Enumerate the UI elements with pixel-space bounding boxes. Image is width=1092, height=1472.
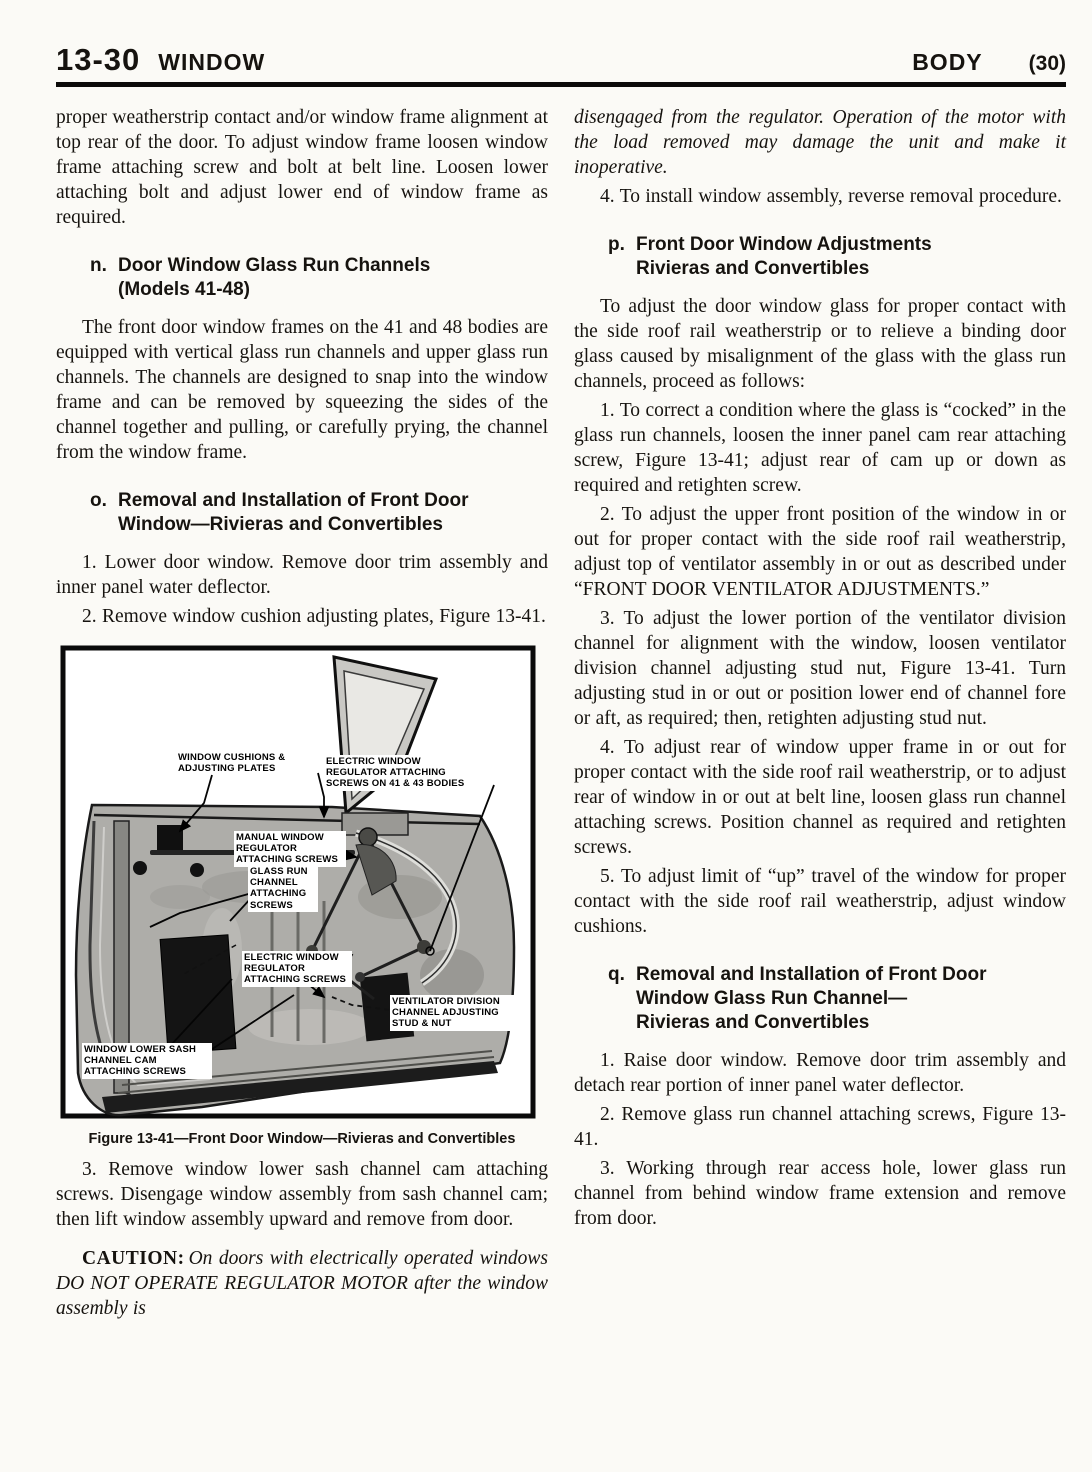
paragraph: The front door window frames on the 41 and 48 bodies are equipped with vertical glass run channels and upper glass run channels. The channels are designed to snap into the window frame and can be removed by squeezing the sides of the channel together and pulling, or carefully prying, the channel from the window frame. xyxy=(56,317,548,463)
figure-label-electric-regulator-41-43: ELECTRIC WINDOW REGULATOR ATTACHING SCREWS ON 41 & 43 BODIES xyxy=(324,755,484,791)
section-letter: p. xyxy=(608,234,625,255)
numbered-step: 4. To adjust rear of window upper frame in or out for proper contact with the side roof rail weatherstrip, or to adjust rear of window in or out at belt line, loosen glass run channel attaching screws. Position channel as required and retighten screws. xyxy=(574,737,1066,858)
caution-label: CAUTION: xyxy=(82,1248,185,1269)
figure-label-manual-regulator: MANUAL WINDOW REGULATOR ATTACHING SCREWS xyxy=(234,831,346,867)
figure-label-lower-sash: WINDOW LOWER SASH CHANNEL CAM ATTACHING SCREWS xyxy=(82,1043,212,1079)
figure-label-ventilator-division: VENTILATOR DIVISION CHANNEL ADJUSTING STUD & NUT xyxy=(390,995,516,1031)
figure-13-41 xyxy=(60,645,536,1119)
header-right xyxy=(912,49,1066,76)
section-heading-n xyxy=(56,254,548,302)
section-title-lines: Removal and Installation of Front Door Window Glass Run Channel— Rivieras and Convertibles xyxy=(636,964,987,1033)
section-title-lines: Front Door Window Adjustments Rivieras and Convertibles xyxy=(636,234,932,279)
numbered-step: 1. Raise door window. Remove door trim assembly and detach rear portion of inner panel water deflector. xyxy=(574,1050,1066,1096)
numbered-step: 3. Remove window lower sash channel cam attaching screws. Disengage window assembly from sash channel cam; then lift window assembly upward and remove from door. xyxy=(56,1159,548,1230)
caution-text: On doors with electrically operated windows DO NOT OPERATE REGULATOR MOTOR after the window assembly is xyxy=(56,1248,548,1319)
section-heading-q xyxy=(574,963,1066,1035)
numbered-step: 2. Remove glass run channel attaching screws, Figure 13-41. xyxy=(574,1104,1066,1150)
paragraph: To adjust the door window glass for proper contact with the side roof rail weatherstrip or to relieve a binding door glass caused by misalignment of the glass with the glass run channels, proceed as follows: xyxy=(574,296,1066,392)
numbered-step: 1. To correct a condition where the glass is “cocked” in the glass run channels, loosen the inner panel cam rear attaching screw, Figure 13-41; adjust rear of cam up or down as required and retighten screw. xyxy=(574,400,1066,496)
section-letter: q. xyxy=(608,964,625,985)
figure-label-electric-regulator: ELECTRIC WINDOW REGULATOR ATTACHING SCREWS xyxy=(242,951,352,987)
numbered-step: 3. Working through rear access hole, lower glass run channel from behind window frame extension and remove from door. xyxy=(574,1158,1066,1229)
section-heading-o xyxy=(56,489,548,537)
numbered-step: 5. To adjust limit of “up” travel of the window for proper contact with the side roof rail weatherstrip, adjust window cushions. xyxy=(574,866,1066,937)
header-rule xyxy=(56,82,1066,87)
figure-caption: Figure 13-41—Front Door Window—Rivieras and Convertibles xyxy=(88,1131,516,1147)
section-title-lines: Removal and Installation of Front Door Window—Rivieras and Convertibles xyxy=(118,490,469,535)
section-heading-p xyxy=(574,233,1066,281)
manual-title: BODY xyxy=(912,49,983,75)
figure-label-window-cushions: WINDOW CUSHIONS & ADJUSTING PLATES xyxy=(178,752,286,775)
numbered-step: 3. To adjust the lower portion of the ventilator division channel for alignment with the window, loosen ventilator division channel adjusting stud nut, Figure 13-41. Turn adjusting stud in or out or position lower end of channel fore or aft, as required; then, retighten adjusting stud nut. xyxy=(574,608,1066,729)
page-number: (30) xyxy=(1028,52,1066,75)
left-column xyxy=(56,95,548,1325)
numbered-step: 2. To adjust the upper front position of the window in or out for proper contact with the side roof rail weatherstrip, adjust top of ventilator assembly in or out as described under “FRONT DOOR VENTILATOR ADJUSTMENTS.” xyxy=(574,504,1066,600)
section-number: 13-30 xyxy=(56,42,141,77)
figure-label-glass-run-channel: GLASS RUN CHANNEL ATTACHING SCREWS xyxy=(248,865,318,912)
page-header xyxy=(56,42,1066,78)
caution-paragraph xyxy=(56,1246,548,1321)
section-title: WINDOW xyxy=(158,49,266,75)
right-column xyxy=(574,95,1066,1325)
section-title-lines: Door Window Glass Run Channels (Models 41-48) xyxy=(118,255,431,300)
numbered-step: 4. To install window assembly, reverse removal procedure. xyxy=(600,186,1062,207)
section-letter: o. xyxy=(90,490,107,511)
section-letter: n. xyxy=(90,255,107,276)
paragraph-continued: proper weatherstrip contact and/or window frame alignment at top rear of the door. To adjust window frame loosen window frame attaching screw and bolt at belt line. Loosen lower attaching bolt and adjust lower end of window frame as required. xyxy=(56,107,548,228)
numbered-step: 1. Lower door window. Remove door trim assembly and inner panel water deflector. xyxy=(56,552,548,598)
caution-continued: disengaged from the regulator. Operation of the motor with the load removed may damage the unit and make it inoperative. xyxy=(574,107,1066,178)
numbered-step: 2. Remove window cushion adjusting plates, Figure 13-41. xyxy=(82,606,546,627)
